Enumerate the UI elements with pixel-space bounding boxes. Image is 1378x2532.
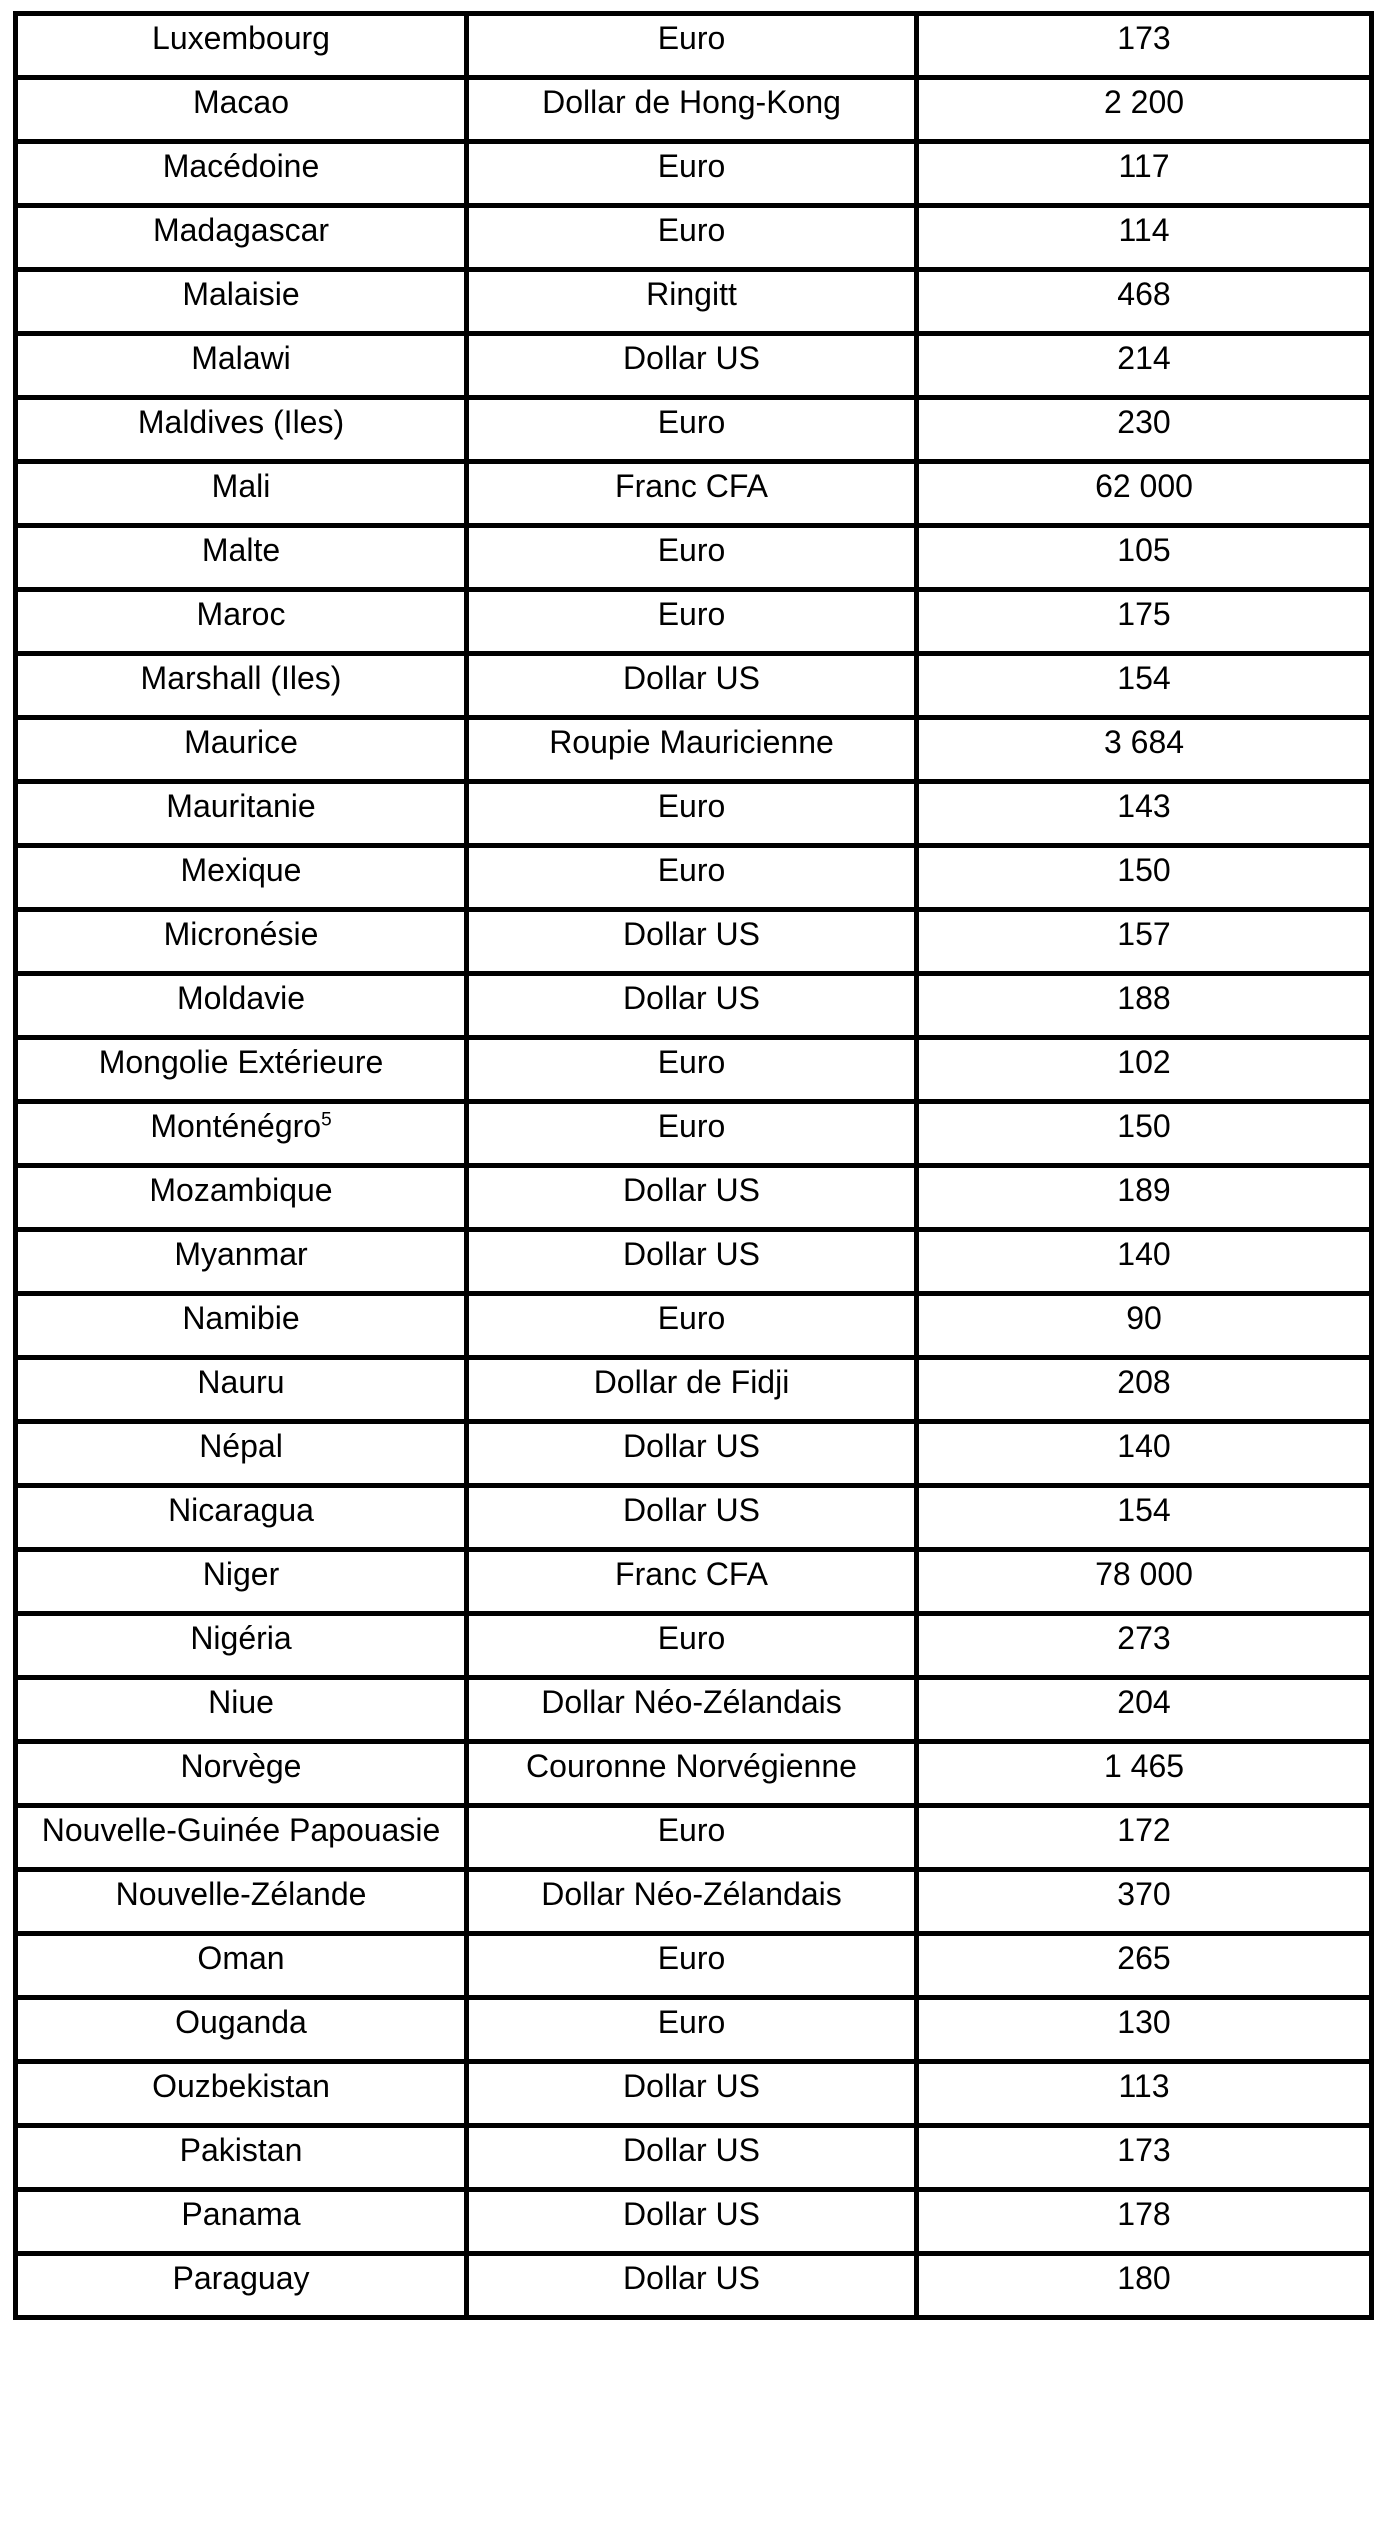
- amount-cell: [917, 526, 1372, 590]
- currency-cell: [467, 1742, 917, 1806]
- amount-cell: [917, 14, 1372, 78]
- table-row: [16, 1742, 1372, 1806]
- table-row: [16, 1038, 1372, 1102]
- amount-value: 468: [1117, 276, 1171, 312]
- country-cell: [16, 718, 467, 782]
- currency-name: Ringitt: [646, 276, 737, 312]
- amount-value: 150: [1117, 1108, 1171, 1144]
- amount-value: 1 465: [1103, 1748, 1185, 1784]
- country-name: Mali: [211, 468, 271, 504]
- currency-cell: [467, 334, 917, 398]
- amount-cell: [917, 1294, 1372, 1358]
- currency-cell: [467, 654, 917, 718]
- table-row: [16, 1230, 1372, 1294]
- currency-cell: [467, 846, 917, 910]
- country-name: Nigéria: [190, 1620, 292, 1656]
- currency-cell: [467, 1806, 917, 1870]
- country-name: Norvège: [180, 1748, 302, 1784]
- country-name: Panama: [181, 2196, 301, 2232]
- currency-name: Dollar US: [623, 2132, 760, 2168]
- table-row: [16, 590, 1372, 654]
- currency-name: Euro: [657, 148, 726, 184]
- amount-value: 230: [1117, 404, 1171, 440]
- amount-cell: [917, 334, 1372, 398]
- country-name: Niger: [202, 1556, 280, 1592]
- table-row: [16, 2254, 1372, 2318]
- currency-name: Dollar Néo-Zélandais: [541, 1684, 842, 1720]
- currency-cell: [467, 910, 917, 974]
- country-name: Oman: [197, 1940, 285, 1976]
- amount-value: 214: [1117, 340, 1171, 376]
- currency-name: Couronne Norvégienne: [526, 1748, 857, 1784]
- currency-name: Dollar US: [623, 980, 760, 1016]
- currency-name: Franc CFA: [615, 1556, 768, 1592]
- amount-cell: [917, 1614, 1372, 1678]
- country-cell: [16, 1102, 467, 1166]
- country-cell: [16, 782, 467, 846]
- table-row: [16, 782, 1372, 846]
- country-name: Namibie: [182, 1300, 300, 1336]
- currency-cell: [467, 1422, 917, 1486]
- amount-value: 208: [1117, 1364, 1171, 1400]
- table-row: [16, 974, 1372, 1038]
- amount-cell: [917, 2254, 1372, 2318]
- currency-cell: [467, 782, 917, 846]
- rates-table: [13, 11, 1374, 2320]
- table-row: [16, 206, 1372, 270]
- table-row: [16, 14, 1372, 78]
- country-name: Malaisie: [182, 276, 300, 312]
- table-row: [16, 142, 1372, 206]
- table-row: [16, 398, 1372, 462]
- amount-value: 265: [1117, 1940, 1171, 1976]
- currency-cell: [467, 1934, 917, 1998]
- country-name: [18, 1104, 464, 1145]
- country-name: Maldives (Iles): [137, 404, 345, 440]
- amount-cell: [917, 782, 1372, 846]
- footnote-marker: 5: [321, 1109, 332, 1131]
- amount-cell: [917, 1102, 1372, 1166]
- amount-value: 102: [1117, 1044, 1171, 1080]
- country-name: Myanmar: [174, 1236, 308, 1272]
- currency-name: Dollar de Hong-Kong: [542, 84, 841, 120]
- country-cell: [16, 1038, 467, 1102]
- amount-cell: [917, 974, 1372, 1038]
- amount-value: 62 000: [1095, 468, 1193, 504]
- table-row: [16, 910, 1372, 974]
- amount-cell: [917, 1358, 1372, 1422]
- amount-cell: [917, 846, 1372, 910]
- currency-cell: [467, 1870, 917, 1934]
- currency-name: Euro: [657, 2004, 726, 2040]
- currency-name: Euro: [657, 596, 726, 632]
- country-name: Moldavie: [176, 980, 306, 1016]
- table-row: [16, 1678, 1372, 1742]
- currency-name: Dollar US: [623, 2068, 760, 2104]
- currency-cell: [467, 142, 917, 206]
- currency-name: Euro: [657, 212, 726, 248]
- table-row: [16, 1486, 1372, 1550]
- country-name: Mozambique: [149, 1172, 333, 1208]
- currency-name: Euro: [657, 1620, 726, 1656]
- amount-value: 150: [1117, 852, 1171, 888]
- country-cell: [16, 270, 467, 334]
- amount-cell: [917, 1166, 1372, 1230]
- amount-cell: [917, 1038, 1372, 1102]
- currency-cell: [467, 1486, 917, 1550]
- currency-name: Dollar US: [623, 1428, 760, 1464]
- currency-name: Euro: [657, 1940, 726, 1976]
- country-cell: [16, 78, 467, 142]
- currency-cell: [467, 974, 917, 1038]
- currency-name: Euro: [657, 788, 726, 824]
- currency-name: Euro: [657, 1300, 726, 1336]
- amount-value: 273: [1117, 1620, 1171, 1656]
- country-cell: [16, 1870, 467, 1934]
- country-name: Micronésie: [163, 916, 319, 952]
- currency-name: Euro: [657, 852, 726, 888]
- currency-name: Euro: [657, 532, 726, 568]
- currency-cell: [467, 1166, 917, 1230]
- country-name: Ouzbekistan: [152, 2068, 330, 2104]
- amount-cell: [917, 1422, 1372, 1486]
- rates-table-body: [16, 14, 1372, 2318]
- currency-cell: [467, 1550, 917, 1614]
- amount-value: 2 200: [1103, 84, 1185, 120]
- amount-cell: [917, 1806, 1372, 1870]
- amount-value: 370: [1117, 1876, 1171, 1912]
- currency-cell: [467, 2254, 917, 2318]
- currency-cell: [467, 1998, 917, 2062]
- country-cell: [16, 526, 467, 590]
- currency-cell: [467, 2062, 917, 2126]
- country-cell: [16, 1614, 467, 1678]
- table-row: [16, 2190, 1372, 2254]
- currency-cell: [467, 1614, 917, 1678]
- table-row: [16, 334, 1372, 398]
- amount-value: 173: [1117, 20, 1171, 56]
- currency-name: Dollar US: [623, 2196, 760, 2232]
- table-row: [16, 1166, 1372, 1230]
- currency-cell: [467, 270, 917, 334]
- amount-value: 188: [1117, 980, 1171, 1016]
- country-name: Maroc: [196, 596, 286, 632]
- amount-value: 180: [1117, 2260, 1171, 2296]
- country-name: Mexique: [180, 852, 302, 888]
- table-row: [16, 1358, 1372, 1422]
- amount-value: 105: [1117, 532, 1171, 568]
- country-cell: [16, 1998, 467, 2062]
- amount-value: 143: [1117, 788, 1171, 824]
- currency-name: Franc CFA: [615, 468, 768, 504]
- country-name: Luxembourg: [152, 20, 330, 56]
- country-name: Nouvelle-Guinée Papouasie: [41, 1812, 441, 1848]
- country-name: Mongolie Extérieure: [98, 1044, 384, 1080]
- amount-value: 204: [1117, 1684, 1171, 1720]
- amount-value: 154: [1117, 660, 1171, 696]
- country-cell: [16, 2062, 467, 2126]
- country-cell: [16, 1678, 467, 1742]
- currency-cell: [467, 1678, 917, 1742]
- table-row: [16, 2062, 1372, 2126]
- amount-cell: [917, 78, 1372, 142]
- amount-value: 154: [1117, 1492, 1171, 1528]
- amount-value: 140: [1117, 1428, 1171, 1464]
- amount-value: 3 684: [1103, 724, 1185, 760]
- country-name: Macédoine: [162, 148, 320, 184]
- table-row: [16, 654, 1372, 718]
- table-row: [16, 2126, 1372, 2190]
- currency-name: Euro: [657, 1044, 726, 1080]
- amount-value: 175: [1117, 596, 1171, 632]
- table-row: [16, 1294, 1372, 1358]
- amount-value: 90: [1126, 1300, 1162, 1336]
- amount-cell: [917, 462, 1372, 526]
- amount-value: 78 000: [1095, 1556, 1193, 1592]
- country-name: Maurice: [184, 724, 298, 760]
- country-cell: [16, 1166, 467, 1230]
- amount-cell: [917, 654, 1372, 718]
- country-cell: [16, 2254, 467, 2318]
- country-name: Népal: [199, 1428, 283, 1464]
- country-cell: [16, 2126, 467, 2190]
- currency-name: Euro: [657, 1812, 726, 1848]
- currency-name: Dollar US: [623, 340, 760, 376]
- country-name: Nicaragua: [168, 1492, 314, 1528]
- country-name: Paraguay: [172, 2260, 310, 2296]
- amount-value: 114: [1118, 212, 1170, 248]
- table-row: [16, 846, 1372, 910]
- currency-name: Euro: [657, 1108, 726, 1144]
- country-cell: [16, 1934, 467, 1998]
- table-row: [16, 1806, 1372, 1870]
- currency-cell: [467, 462, 917, 526]
- country-name: Macao: [192, 84, 290, 120]
- table-row: [16, 270, 1372, 334]
- currency-cell: [467, 78, 917, 142]
- currency-name: Dollar US: [623, 2260, 760, 2296]
- amount-cell: [917, 1230, 1372, 1294]
- amount-value: 113: [1118, 2068, 1170, 2104]
- amount-cell: [917, 206, 1372, 270]
- amount-value: 140: [1117, 1236, 1171, 1272]
- currency-cell: [467, 398, 917, 462]
- country-cell: [16, 1230, 467, 1294]
- amount-value: 178: [1117, 2196, 1171, 2232]
- amount-cell: [917, 1550, 1372, 1614]
- currency-cell: [467, 1358, 917, 1422]
- currency-cell: [467, 1102, 917, 1166]
- currency-cell: [467, 14, 917, 78]
- table-row: [16, 1614, 1372, 1678]
- amount-value: 172: [1117, 1812, 1171, 1848]
- country-name: Nauru: [197, 1364, 285, 1400]
- country-cell: [16, 1742, 467, 1806]
- country-cell: [16, 398, 467, 462]
- country-cell: [16, 1422, 467, 1486]
- amount-cell: [917, 142, 1372, 206]
- table-row: [16, 1870, 1372, 1934]
- table-row: [16, 718, 1372, 782]
- amount-cell: [917, 1998, 1372, 2062]
- country-cell: [16, 590, 467, 654]
- currency-name: Dollar US: [623, 660, 760, 696]
- country-name: Malte: [201, 532, 281, 568]
- currency-name: Dollar Néo-Zélandais: [541, 1876, 842, 1912]
- country-name: Ouganda: [175, 2004, 307, 2040]
- currency-cell: [467, 1294, 917, 1358]
- currency-name: Dollar US: [623, 1236, 760, 1272]
- currency-name: Dollar US: [623, 916, 760, 952]
- country-cell: [16, 1358, 467, 1422]
- amount-cell: [917, 1870, 1372, 1934]
- table-row: [16, 1998, 1372, 2062]
- currency-cell: [467, 718, 917, 782]
- table-row: [16, 1550, 1372, 1614]
- country-name: Marshall (Iles): [140, 660, 342, 696]
- currency-cell: [467, 590, 917, 654]
- country-cell: [16, 142, 467, 206]
- currency-name: Roupie Mauricienne: [549, 724, 834, 760]
- amount-cell: [917, 270, 1372, 334]
- country-cell: [16, 462, 467, 526]
- currency-name: Euro: [657, 404, 726, 440]
- currency-name: Euro: [657, 20, 726, 56]
- table-row: [16, 462, 1372, 526]
- country-name: Niue: [208, 1684, 274, 1720]
- amount-value: 173: [1117, 2132, 1171, 2168]
- country-name: Pakistan: [179, 2132, 303, 2168]
- country-name: Malawi: [191, 340, 291, 376]
- table-row: [16, 78, 1372, 142]
- amount-value: 157: [1117, 916, 1171, 952]
- amount-cell: [917, 910, 1372, 974]
- country-name: Madagascar: [152, 212, 330, 248]
- country-cell: [16, 14, 467, 78]
- country-cell: [16, 1806, 467, 1870]
- table-row: [16, 1422, 1372, 1486]
- amount-cell: [917, 590, 1372, 654]
- table-row: [16, 1934, 1372, 1998]
- amount-cell: [917, 398, 1372, 462]
- country-name: Mauritanie: [166, 788, 316, 824]
- currency-name: Dollar US: [623, 1492, 760, 1528]
- country-cell: [16, 974, 467, 1038]
- amount-cell: [917, 1934, 1372, 1998]
- amount-cell: [917, 2126, 1372, 2190]
- currency-cell: [467, 526, 917, 590]
- amount-value: 130: [1117, 2004, 1171, 2040]
- country-name: Nouvelle-Zélande: [115, 1876, 367, 1912]
- currency-cell: [467, 2190, 917, 2254]
- country-cell: [16, 1294, 467, 1358]
- currency-cell: [467, 206, 917, 270]
- country-cell: [16, 2190, 467, 2254]
- currency-name: Dollar US: [623, 1172, 760, 1208]
- country-cell: [16, 334, 467, 398]
- table-row: [16, 526, 1372, 590]
- amount-cell: [917, 1742, 1372, 1806]
- currency-cell: [467, 1230, 917, 1294]
- country-cell: [16, 654, 467, 718]
- amount-value: 189: [1117, 1172, 1171, 1208]
- amount-cell: [917, 2062, 1372, 2126]
- table-row: [16, 1102, 1372, 1166]
- country-cell: [16, 1550, 467, 1614]
- amount-cell: [917, 1486, 1372, 1550]
- currency-cell: [467, 1038, 917, 1102]
- amount-value: 117: [1118, 148, 1170, 184]
- currency-name: Dollar de Fidji: [593, 1364, 790, 1400]
- amount-cell: [917, 1678, 1372, 1742]
- currency-cell: [467, 2126, 917, 2190]
- country-cell: [16, 206, 467, 270]
- country-name-text: Monténégro: [150, 1108, 322, 1144]
- amount-cell: [917, 718, 1372, 782]
- country-cell: [16, 910, 467, 974]
- country-cell: [16, 846, 467, 910]
- country-cell: [16, 1486, 467, 1550]
- amount-cell: [917, 2190, 1372, 2254]
